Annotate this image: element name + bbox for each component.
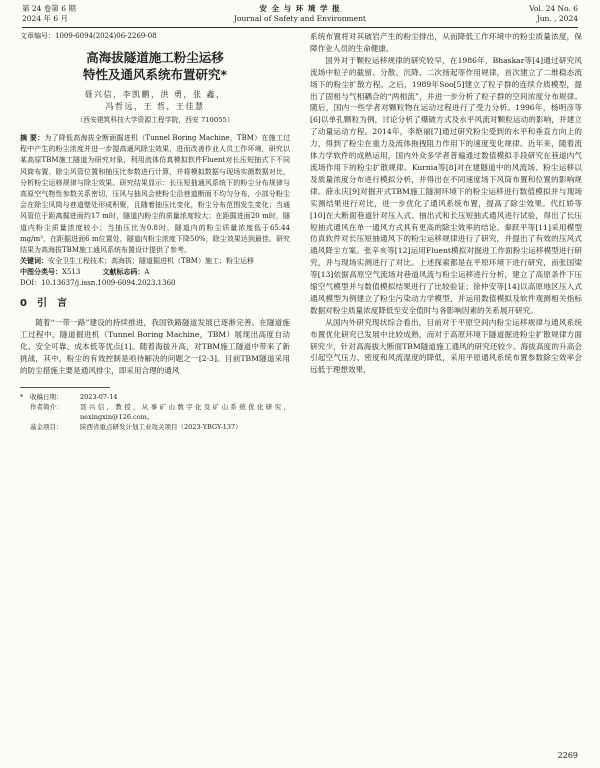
header-journal-en: Journal of Safety and Environment — [234, 13, 366, 23]
header-vol-en — [529, 4, 578, 23]
footnote-received — [20, 392, 290, 402]
body-paragraph-2: 国外对于颗粒运移规律的研究较早，在1986年，Bhaskar等[4]通过研究风流场中粒子的截留、分散、沉降、二次扬起等作用规律，首次建立了二维稳态流场下的粉尘扩散方程。之后，1989年Soo[5]建立了粒子群的连续介质模型，提出了固相与气相耦合的“两相流”，并进一步分析了粒子群的空间浓度分布规律。随后，国内一些学者对颗粒物在运动过程进行了受力分析。1996年，杨明彦等[6]以单孔颗粒为例，讨论分析了爆破方式及水平风流对颗粒运动的影响，并建立了动量运动方程。2014年，李艳丽[7]通过研究粉尘受到的水平和垂直方向上的力，得到了粉尘在重力及流体拖拽阻力作用下的速度变化规律。近年来，随着流体力学软件的成熟运用，国内外众多学者普遍通过数值模拟手段研究在巷道内气流场作用下的粉尘扩散规律。Kurnia等[8]对在建隧道中的风流场、粉尘运移以及质量浓度分布进行模拟分析，并得出在不同速度场下风筒布置和位置的影响规律。薛永庆[9]对掘开式TBM施工隧洞环境下的粉尘运移进行数值模拟并与现场实测结果进行对比，进一步优化了通风系统布置，提高了除尘效果。代红娇等[10]在大断面巷道针对压入式、抽出式和长压短抽式通风进行试验，得出了长压短抽式通风在单一通风方式具有更高的除尘效率的结论。秦跃平等[11]采用模型仿真软件对长压短抽通风下的粉尘运移规律进行了研究，并提出了有效的压风式通风降尘方案。张辛亥等[12]运用Fluent模拟对掘进工作面粉尘运移模型进行研究，并与现场实测进行了对比。上述探索都是在平原环境下进行研究，而张国梁等[13]依据高原空气流场对巷道风流与粉尘运移进行分析，建立了高原条件下压缩空气模型并与数值模拟结果进行了比较验证；徐仲安等[14]以高原地区压入式通风模型为例建立了粉尘污染动力学模型，并运用数值模拟及软件观测相关指标数据对粉尘质量浓度降低至安全值时与各影响因素的关系展开研究。 — [310, 55, 582, 315]
classification — [20, 267, 290, 278]
footnote-divider — [20, 387, 110, 388]
doc-code-label: 文献标志码： — [102, 268, 145, 277]
header-volume-line1: 第 24 卷第 6 期 — [22, 4, 76, 13]
footnote-key: 收稿日期： — [30, 392, 63, 401]
header-vol-en-line1: Vol. 24 No. 6 — [529, 4, 578, 13]
footnote-symbol: * — [20, 392, 24, 401]
authors — [20, 89, 290, 113]
keywords-text: 安全卫生工程技术；高海拔；隧道掘进机（TBM）施工；粉尘运移 — [48, 257, 254, 266]
affiliation: （西安建筑科技大学资源工程学院，西安 710055） — [76, 115, 234, 124]
left-column — [20, 31, 290, 432]
keywords — [20, 256, 290, 267]
clc-label: 中图分类号： — [20, 268, 62, 277]
header-journal-cn: 安 全 与 环 境 学 报 — [259, 4, 341, 13]
doc-code-value: A — [144, 268, 150, 277]
clc-value: X513 — [62, 268, 81, 277]
authors-line-2: 冯哲远，王 哲，王佳慧 — [105, 101, 205, 111]
abstract — [20, 133, 290, 256]
footnote-key: 基金项目： — [30, 422, 63, 431]
footnote-text: 陕西省重点研发计划工业攻关项目（2023-YBGY-137） — [80, 422, 242, 431]
right-column — [310, 31, 582, 376]
body-paragraph-3: 从国内外研究现状综合看出，目前对于平原空间内粉尘运移规律与通风系统布置优化研究已发展中比较成熟，而对于高原环境下隧道掘进粉尘扩散规律方面研究少，针对高海拔大断面TBM隧道施工通风的研究还较少。海拔高度的升高会引起空气压力、密度和风流湿度的降低，采用平原通风系统布置参数除尘效率会远低于理想效果， — [310, 317, 582, 375]
abstract-text: 为了降低高海拔全断面掘进机（Tunnel Boring Machine，TBM）在施工过程中产生的粉尘浓度并进一步提高通风除尘效果，进而改善作业人员工作环境，研究以某高原TBM施工隧道为研究对象，利用流体仿真模拟软件Fluent对长压短抽式下不同风筒布置、除尘风管位置和抽压比参数进行计算，并将模拟数据与现场实测数据对比，分析粉尘运移规律与除尘效果。研究结果显示：长压短抽通风系统下的粉尘分布规律与高原空气物性参数关系密切，压风与抽风会使粉尘沿巷道断面不均匀分布，小部分粉尘会在除尘风筒与巷道壁处形成积聚，且随着抽压比变化，粉尘分布范围发生变化；当通风管位于距离掘进面约17 m时，隧道内粉尘的质量浓度较大；在距掘进面20 m时，隧道内粉尘质量浓度较小；当抽压比为0.8时，隧道内的粉尘质量浓度低于65.44 mg/m³，在距掘进面6 m位置处，隧道内粉尘浓度下降50%，除尘效果达到最佳。研究结果为高海拔TBM施工通风系统布置设计提供了参考。 — [20, 133, 290, 254]
header-divider — [22, 27, 578, 28]
footnote-key: 作者简介： — [30, 402, 63, 411]
authors-line-1: 聂兴信，李凯鹏，洪 勇，张 鑫， — [84, 89, 226, 99]
body-paragraph-1: 系统布置将对其破岩产生的粉尘排出，从而降低工作环境中的粉尘质量浓度，保障作业人员的生命健康。 — [310, 32, 582, 53]
footnote-author — [20, 402, 290, 422]
doi: DOI：10.13637/j.issn.1009-6094.2023.1360 — [20, 279, 176, 288]
footnote-symbol — [20, 422, 30, 432]
title-line-1: 高海拔隧道施工粉尘运移 — [86, 49, 224, 65]
section-heading: 0 引 言 — [20, 298, 67, 310]
running-header — [22, 4, 578, 26]
footnote-text: 2023-07-14 — [80, 392, 118, 401]
title-line-2: 特性及通风系统布置研究* — [82, 66, 228, 82]
abstract-label: 摘 要： — [20, 133, 45, 142]
footnote-funding — [20, 422, 290, 432]
footnote-symbol — [20, 402, 30, 422]
paper-title — [20, 49, 290, 83]
header-journal — [22, 4, 578, 23]
page-number: 2269 — [557, 751, 578, 760]
article-number: 文章编号：1009-6094(2024)06-2269-08 — [20, 32, 157, 40]
keywords-label: 关键词： — [20, 257, 48, 266]
header-volume-line2: 2024 年 6 月 — [22, 13, 69, 23]
header-vol-en-line2: Jun. , 2024 — [536, 13, 578, 23]
intro-paragraph: 随着“一带一路”建设的持续推进，我国铁路隧道发展已逐渐完善。在隧道施工过程中，隧道掘进机（Tunnel Boring Machine，TBM）展现出高度自动化、安全可靠、成本低等优点[1]。随着海拔升高，对TBM施工隧道中带来了新挑战，其中，粉尘的有效控制是亟待解决的问题之一[2-3]。目前TBM隧道采用的防尘措施主要是通风排尘，即采用合理的通风 — [20, 318, 290, 375]
footnote-text: 聂兴信，教授，从事矿山数字化及矿山系统优化研究，nexingxin@126.com。 — [80, 402, 290, 421]
